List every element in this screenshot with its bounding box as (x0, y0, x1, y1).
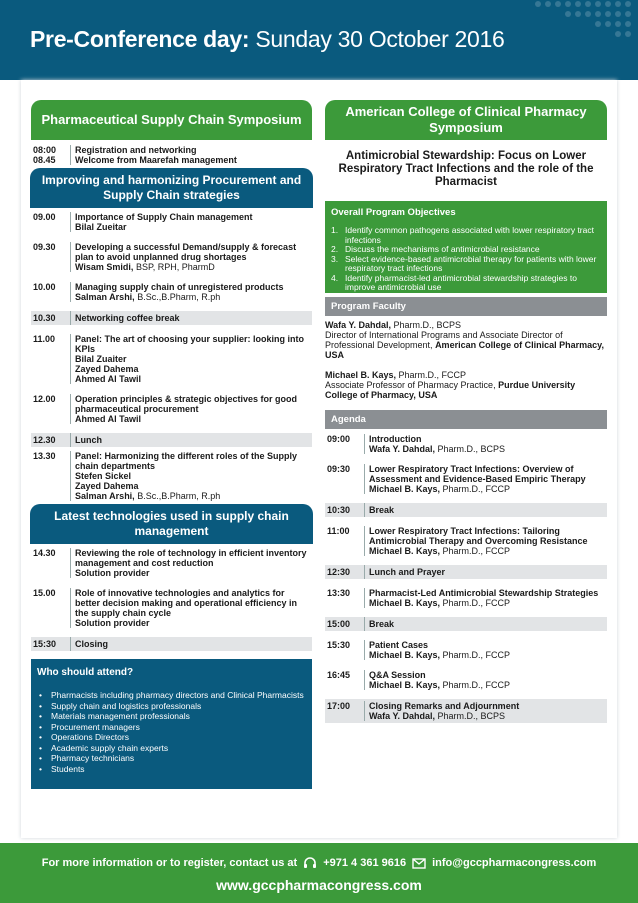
closing-row: 15:30 Closing (31, 637, 312, 651)
faculty-member: Michael B. Kays, Pharm.D., FCCP Associate Professor of Pharmacy Practice, Purdue University College of Pharmacy, USA (325, 370, 576, 400)
list-item: • Procurement managers (37, 722, 306, 733)
website-link[interactable]: www.gccpharmacongress.com (216, 877, 422, 893)
list-item: • Students (37, 764, 306, 775)
list-item: • Operations Directors (37, 732, 306, 743)
break-row: 15:00 Break (325, 617, 607, 631)
left-column (31, 100, 312, 789)
symposium-title: Antimicrobial Stewardship: Focus on Lower Respiratory Tract Infections and the role of the Pharmacist (338, 150, 594, 188)
who-should-attend-box (31, 659, 312, 789)
faculty-heading: Program Faculty (325, 297, 607, 316)
faculty-member: Wafa Y. Dahdal, Pharm.D., BCPS Director of International Programs and Associate Director of Professional Development, American College of Clinical Pharmacy, USA (325, 320, 604, 360)
list-item: 2. Discuss the mechanisms of antimicrobial resistance (331, 244, 540, 254)
contact-line (0, 857, 638, 869)
schedule-row: 12.00 Operation principles & strategic objectives for good pharmaceutical procurement Ahmed Al Tawil (31, 394, 312, 424)
agenda-row: 16:45 Q&A Session Michael B. Kays, Pharm.D., FCCP (325, 670, 607, 690)
schedule-row: 10.00 Managing supply chain of unregistered products Salman Arshi, B.Sc.,B.Pharm, R.ph (31, 282, 312, 302)
break-row: 10.30 Networking coffee break (31, 311, 312, 325)
list-item: • Pharmacy technicians (37, 753, 306, 764)
headset-icon (303, 857, 317, 869)
phone-link[interactable]: +971 4 361 9616 (323, 857, 407, 869)
agenda-row: 15:30 Patient Cases Michael B. Kays, Pharm.D., FCCP (325, 640, 607, 660)
list-item: 3. Select evidence-based antimicrobial therapy for patients with lower respiratory tract infections (331, 253, 597, 273)
objectives-box (325, 201, 607, 293)
section-heading-procurement: Improving and harmonizing Procurement and Supply Chain strategies (30, 168, 313, 208)
agenda-row: 13:30 Pharmacist-Led Antimicrobial Stewardship Strategies Michael B. Kays, Pharm.D., FCCP (325, 588, 607, 608)
right-symposium-heading: American College of Clinical Pharmacy Symposium (325, 100, 607, 140)
list-item: • Materials management professionals (37, 711, 306, 722)
schedule-row: 15.00 Role of innovative technologies and analytics for better decision making and operational efficiency in the supply chain cycle Solution provider (31, 588, 312, 628)
objectives-heading: Overall Program Objectives (331, 207, 456, 218)
schedule-row: 08:00 Registration and networking (31, 145, 312, 155)
agenda-row: 09:00 Introduction Wafa Y. Dahdal, Pharm.D., BCPS (325, 434, 607, 454)
page-title: Pre-Conference day: Sunday 30 October 2016 (30, 26, 505, 52)
agenda-row: 09:30 Lower Respiratory Tract Infections: Overview of Assessment and Evidence-Based Empiric Therapy Michael B. Kays, Pharm.D., FCCP (325, 464, 607, 494)
list-item: • Academic supply chain experts (37, 743, 306, 754)
who-title: Who should attend? (37, 667, 134, 678)
audience-list (37, 690, 306, 774)
agenda-heading: Agenda (325, 410, 607, 429)
page-footer (0, 843, 638, 903)
contact-lead: For more information or to register, contact us at (41, 857, 298, 869)
schedule-row: 09.00 Importance of Supply Chain management Bilal Zueitar (31, 212, 312, 232)
lunch-row: 12.30 Lunch (31, 433, 312, 447)
schedule-row: 11.00 Panel: The art of choosing your supplier: looking into KPIs Bilal Zuaiter Zayed Dahema Ahmed Al Tawil (31, 334, 312, 384)
objectives-list (331, 226, 601, 293)
schedule-row: 08.45 Welcome from Maarefah management (31, 155, 312, 165)
list-item: 4. Identify pharmacist-led antimicrobial stewardship strategies to improve antimicrobial use (331, 272, 577, 292)
schedule-row: 09.30 Developing a successful Demand/supply & forecast plan to avoid unplanned drug shortages Wisam Smidi, BSP, RPH, PharmD (31, 242, 312, 272)
closing-row: 17:00 Closing Remarks and Adjournment Wafa Y. Dahdal, Pharm.D., BCPS (325, 699, 607, 723)
break-row: 10:30 Break (325, 503, 607, 517)
schedule-row: 13.30 Panel: Harmonizing the different roles of the Supply chain departments Stefen Sickel Zayed Dahema Salman Arshi, B.Sc.,B.Pharm, R.ph (31, 451, 312, 501)
page-header (0, 0, 638, 80)
faculty-list (325, 316, 607, 400)
list-item: • Supply chain and logistics professionals (37, 701, 306, 712)
dot-pattern-decoration (498, 0, 638, 50)
list-item: 1. Identify common pathogens associated with lower respiratory tract infections (331, 225, 594, 245)
lunch-row: 12:30 Lunch and Prayer (325, 565, 607, 579)
agenda-row: 11:00 Lower Respiratory Tract Infections: Tailoring Antimicrobial Therapy and Overcoming Resistance Michael B. Kays, Pharm.D., FCCP (325, 526, 607, 556)
email-link[interactable]: info@gccpharmacongress.com (432, 857, 597, 869)
left-symposium-heading: Pharmaceutical Supply Chain Symposium (31, 100, 312, 140)
list-item: • Pharmacists including pharmacy directors and Clinical Pharmacists (37, 690, 306, 701)
mail-icon (412, 857, 426, 869)
section-heading-technology: Latest technologies used in supply chain management (30, 504, 313, 544)
right-column (325, 100, 607, 725)
schedule-row: 14.30 Reviewing the role of technology in efficient inventory management and cost reduction Solution provider (31, 548, 312, 578)
